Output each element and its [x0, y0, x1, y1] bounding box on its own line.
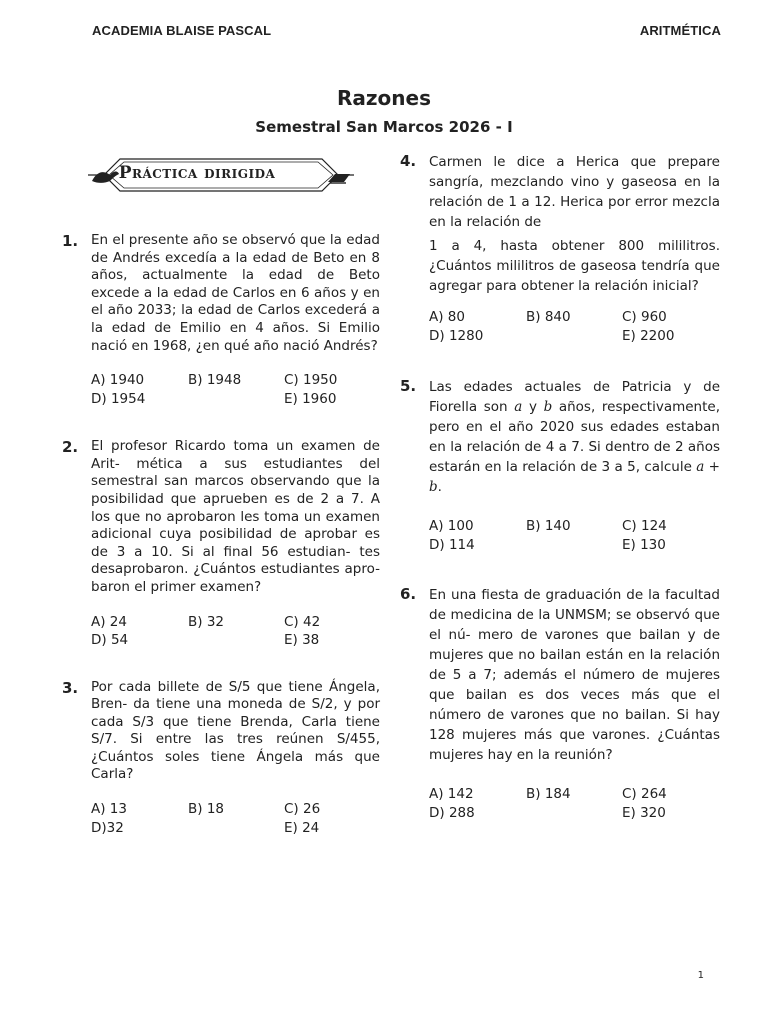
right-column	[400, 152, 720, 822]
option-d: D) 288	[429, 804, 475, 821]
question-4	[400, 152, 720, 345]
option-d: D)32	[91, 819, 124, 836]
option-a: A) 100	[429, 518, 474, 534]
option-c: C) 1950	[284, 372, 338, 389]
option-a: A) 142	[429, 786, 474, 802]
question-text-part-2: años, respectivamente, pero en el año 2020 sus edades estaban en la relación de 4 a 7. Si dentro de 2 años estarán en la relación de 3 a 5, calcule	[429, 399, 720, 475]
option-c: C) 42	[284, 613, 321, 630]
page-title: Razones	[337, 86, 431, 110]
option-e: E) 130	[622, 536, 666, 553]
page-subtitle: Semestral San Marcos 2026 - I	[255, 118, 513, 136]
option-b: B) 1948	[188, 372, 242, 389]
question-text	[429, 377, 720, 497]
question-text-part-1: Las edades actuales de Patricia y de Fiorella son	[429, 379, 720, 415]
option-c: C) 26	[284, 801, 321, 818]
question-2	[62, 438, 380, 649]
question-number: 2.	[62, 438, 79, 457]
options-grid	[91, 613, 380, 650]
question-text-part-2: 1 a 4, hasta obtener 800 mililitros. ¿Cuántos mililitros de gaseosa tendría que agregar para obtener la relación inicial?	[429, 238, 720, 294]
option-b: B) 840	[526, 309, 571, 325]
header-subject: ARITMÉTICA	[639, 23, 721, 38]
option-b: B) 184	[526, 786, 571, 802]
question-5	[400, 377, 720, 554]
question-1	[62, 232, 380, 408]
question-text-end: .	[437, 479, 442, 495]
option-d: D) 1954	[91, 390, 146, 407]
option-d: D) 114	[429, 536, 475, 553]
question-number: 1.	[62, 232, 79, 250]
question-number: 5.	[400, 377, 417, 395]
question-number: 3.	[62, 678, 79, 697]
question-text	[429, 152, 720, 296]
options-grid	[91, 371, 380, 408]
options-grid	[429, 785, 720, 822]
option-c: C) 264	[622, 786, 667, 802]
question-number: 6.	[400, 585, 417, 603]
header-institution: ACADEMIA BLAISE PASCAL	[92, 23, 272, 38]
option-b: B) 18	[188, 801, 224, 818]
option-a: A) 13	[91, 801, 127, 818]
option-e: E) 320	[622, 804, 666, 821]
left-column	[62, 232, 380, 837]
option-e: E) 38	[284, 632, 320, 648]
question-text: En una fiesta de graduación de la facultad de medicina de la UNMSM; se observó que el nú- mero de varones que bailan y de mujeres que no bailan están en la relación de 5 a 7; además el número de mujeres que bailan es dos veces más que el número de varones que no bailan. Si hay 128 mujeres más que varones. ¿Cuántas mujeres hay en la reunión?	[429, 587, 720, 763]
option-a: A) 24	[91, 613, 127, 630]
variable-b: b	[543, 399, 553, 415]
options-grid	[429, 517, 720, 554]
question-6	[400, 585, 720, 822]
page-number: 1	[697, 970, 704, 981]
option-a: A) 80	[429, 309, 465, 325]
question-text: En el presente año se observó que la edad de Andrés excedía a la edad de Beto en 8 años, actualmente la edad de Beto excede a la edad de Carlos en 6 años y en el año 2033; la edad de Carlos excederá a la edad de Emilio en 4 años. Si Emilio nació en 1968, ¿en qué año nació Andrés?	[91, 232, 380, 354]
question-text-connector: y	[522, 399, 544, 415]
option-e: E) 2200	[622, 327, 675, 344]
question-text-part-1: Carmen le dice a Herica que prepare sangría, mezclando vino y gaseosa en la relación de 1 a 12. Herica por error mezcla en la relación de	[429, 154, 720, 230]
option-b: B) 140	[526, 518, 571, 534]
question-3	[62, 679, 380, 838]
option-a: A) 1940	[91, 372, 145, 389]
question-number: 4.	[400, 152, 417, 170]
option-d: D) 1280	[429, 327, 484, 344]
option-e: E) 24	[284, 819, 320, 836]
variable-a: a	[514, 399, 523, 415]
options-grid	[429, 308, 720, 345]
option-e: E) 1960	[284, 390, 337, 407]
expression-a-plus-b: a + b	[429, 459, 720, 495]
option-c: C) 960	[622, 309, 667, 325]
option-b: B) 32	[188, 613, 224, 630]
banner-title: Práctica dirigida	[118, 163, 276, 183]
question-text: El profesor Ricardo toma un examen de Arit- mética a sus estudiantes del semestral san marcos observando que la posibilidad que aprueben es de 2 a 7. A los que no aprobaron les toma un examen adicional cuya posibilidad de aprobar es de 3 a 10. Si al final 56 estudian- tes desaprobaron. ¿Cuántos estudiantes apro- baron el primer examen?	[91, 438, 380, 595]
option-d: D) 54	[91, 632, 129, 648]
question-text: Por cada billete de S/5 que tiene Ángela, Bren- da tiene una moneda de S/2, y por cada S/3 que tiene Brenda, Carla tiene S/7. Si entre las tres reúnen S/455, ¿Cuántos soles tiene Ángela más que Carla?	[91, 678, 380, 783]
option-c: C) 124	[622, 518, 667, 534]
options-grid	[91, 800, 380, 837]
